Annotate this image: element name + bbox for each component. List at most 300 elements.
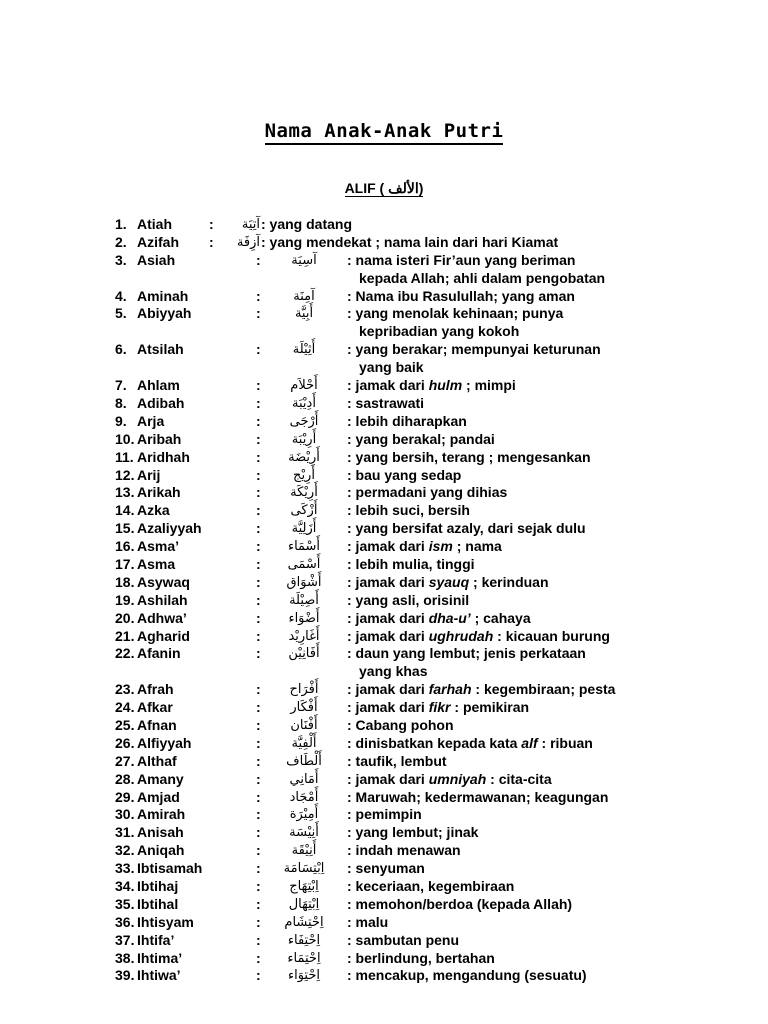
entry-name: Ibtihal bbox=[137, 895, 179, 912]
entry-name: Althaf bbox=[137, 752, 177, 769]
list-item bbox=[0, 878, 768, 896]
entry-meaning bbox=[347, 574, 652, 592]
list-item bbox=[0, 305, 768, 341]
entry-meaning-after: : kegembiraan; pesta bbox=[471, 681, 616, 698]
entry-meaning bbox=[347, 288, 652, 306]
entry-meaning bbox=[261, 216, 661, 234]
entry-meaning bbox=[347, 610, 652, 628]
list-item bbox=[0, 681, 768, 699]
list-item bbox=[0, 341, 768, 377]
entry-meaning-italic: fikr bbox=[428, 699, 451, 716]
entry-arabic: أَثِيْلَة bbox=[292, 342, 316, 358]
entry-meaning bbox=[347, 699, 652, 717]
entry-number: 29. bbox=[115, 788, 135, 805]
entry-name: Azifah bbox=[137, 233, 179, 250]
entry-number: 24. bbox=[115, 699, 135, 716]
entry-arabic: آسِيَة bbox=[291, 252, 317, 268]
entry-name: Atsilah bbox=[137, 341, 184, 358]
entry-name: Ashilah bbox=[137, 591, 188, 608]
entry-meaning-text: : Nama ibu Rasulullah; yang aman bbox=[347, 287, 575, 304]
entry-name: Arikah bbox=[137, 484, 181, 501]
list-item bbox=[0, 538, 768, 556]
entry-meaning-text: : taufik, lembut bbox=[347, 752, 447, 769]
entry-number: 23. bbox=[115, 681, 135, 698]
page-title bbox=[0, 120, 768, 142]
entry-meaning bbox=[347, 645, 652, 681]
entry-meaning-italic: ughrudah bbox=[428, 627, 494, 644]
entry-meaning bbox=[347, 896, 652, 914]
entry-colon: : bbox=[256, 788, 261, 805]
entry-meaning-italic: ism bbox=[428, 538, 453, 555]
entry-colon: : bbox=[256, 287, 261, 304]
entry-meaning-italic: dha-u’ bbox=[428, 609, 471, 626]
entry-meaning-text: : dinisbatkan kepada kata bbox=[347, 734, 522, 751]
entry-name: Adibah bbox=[137, 394, 185, 411]
entry-number: 14. bbox=[115, 502, 135, 519]
entry-name: Ahlam bbox=[137, 377, 180, 394]
entry-number: 38. bbox=[115, 949, 135, 966]
entry-name: Amany bbox=[137, 770, 184, 787]
entry-number: 39. bbox=[115, 967, 135, 984]
entry-meaning-text: : yang mendekat ; nama lain dari hari Kiamat bbox=[261, 233, 559, 250]
entry-meaning-text: : pemimpin bbox=[347, 806, 422, 823]
entry-arabic: أَرِيْضَة bbox=[288, 449, 320, 465]
entry-arabic: آتِيَة bbox=[241, 217, 260, 232]
entry-number: 6. bbox=[115, 341, 127, 358]
entry-meaning-text: : jamak dari bbox=[347, 573, 429, 590]
list-item bbox=[0, 932, 768, 950]
entry-name: Arja bbox=[137, 412, 165, 429]
entry-number: 26. bbox=[115, 734, 135, 751]
entry-meaning-italic: alf bbox=[521, 734, 538, 751]
entry-name: Atiah bbox=[137, 216, 172, 232]
entry-colon: : bbox=[256, 913, 261, 930]
entry-number: 18. bbox=[115, 573, 135, 590]
entry-number: 32. bbox=[115, 842, 135, 859]
entry-name: Asma’ bbox=[137, 538, 180, 555]
entry-name: Anisah bbox=[137, 824, 184, 841]
entry-number: 28. bbox=[115, 770, 135, 787]
list-item bbox=[0, 914, 768, 932]
entry-arabic: أَمِيْرَة bbox=[289, 807, 319, 823]
entry-number: 3. bbox=[115, 251, 127, 268]
entry-meaning-text: : permadani yang dihias bbox=[347, 484, 508, 501]
entry-name: Ibtihaj bbox=[137, 878, 179, 895]
entry-colon: : bbox=[256, 806, 261, 823]
entry-meaning-text: : mencakup, mengandung (sesuatu) bbox=[347, 967, 587, 984]
entry-number: 8. bbox=[115, 394, 127, 411]
entry-colon: : bbox=[256, 466, 261, 483]
entry-arabic: اِحْتِمَاء bbox=[287, 950, 321, 966]
entry-colon: : bbox=[256, 878, 261, 895]
entry-meaning-text: : jamak dari bbox=[347, 681, 429, 698]
entry-colon: : bbox=[256, 251, 261, 268]
entry-meaning bbox=[347, 717, 652, 735]
entry-meaning-text: : daun yang lembut; jenis perkataan bbox=[347, 645, 586, 662]
entry-colon: : bbox=[256, 895, 261, 912]
entry-name: Ihtisyam bbox=[137, 913, 194, 930]
list-item bbox=[0, 645, 768, 681]
entry-meaning bbox=[347, 484, 652, 502]
list-item bbox=[0, 628, 768, 646]
entry-colon: : bbox=[256, 734, 261, 751]
entry-meaning-italic: syauq bbox=[428, 573, 470, 590]
entry-name: Azaliyyah bbox=[137, 520, 202, 537]
entry-colon: : bbox=[256, 627, 261, 644]
entry-arabic: اِبْتِهَاج bbox=[289, 879, 319, 895]
entry-name: Arij bbox=[137, 466, 161, 483]
list-item bbox=[0, 574, 768, 592]
entry-meaning bbox=[347, 806, 652, 824]
list-item bbox=[0, 735, 768, 753]
list-item bbox=[0, 413, 768, 431]
entry-number: 2. bbox=[115, 233, 127, 250]
list-item bbox=[0, 592, 768, 610]
entry-colon: : bbox=[256, 967, 261, 984]
entry-meaning bbox=[347, 502, 652, 520]
entry-arabic: أَنِيْسَة bbox=[289, 825, 319, 841]
entry-meaning-text: : yang berakar; mempunyai keturunan bbox=[347, 341, 601, 358]
entry-meaning bbox=[347, 735, 652, 753]
entry-name: Abiyyah bbox=[137, 305, 192, 322]
entry-arabic: أَفْرَاح bbox=[289, 682, 319, 698]
entry-name: Afanin bbox=[137, 645, 181, 662]
entry-colon: : bbox=[256, 681, 261, 698]
entry-colon: : bbox=[256, 842, 261, 859]
entry-name: Asywaq bbox=[137, 573, 190, 590]
entry-number: 12. bbox=[115, 466, 135, 483]
entry-meaning-text: : memohon/berdoa (kepada Allah) bbox=[347, 895, 573, 912]
entry-meaning bbox=[347, 842, 652, 860]
entry-arabic: أَلْفِيَّة bbox=[291, 735, 317, 751]
entry-arabic: آمِنَة bbox=[293, 288, 315, 304]
entry-name: Asma bbox=[137, 555, 176, 572]
entry-number: 35. bbox=[115, 895, 135, 912]
entry-meaning-italic: umniyah bbox=[428, 770, 487, 787]
entry-name: Azka bbox=[137, 502, 170, 519]
entry-arabic: أَزْكَى bbox=[290, 503, 318, 519]
entry-colon: : bbox=[209, 216, 214, 232]
entry-meaning bbox=[347, 932, 652, 950]
section-heading-text: ALIF ( الألف) bbox=[344, 180, 424, 196]
entry-meaning-text: : yang berakal; pandai bbox=[347, 430, 495, 447]
entry-meaning-continuation: yang khas bbox=[359, 663, 428, 680]
entry-meaning-text: : jamak dari bbox=[347, 699, 429, 716]
entry-colon: : bbox=[256, 699, 261, 716]
entry-colon: : bbox=[256, 949, 261, 966]
entry-meaning-after: : kicauan burung bbox=[493, 627, 610, 644]
list-item bbox=[0, 377, 768, 395]
entry-colon: : bbox=[209, 233, 214, 250]
names-list bbox=[0, 216, 768, 985]
entry-colon: : bbox=[256, 484, 261, 501]
entry-meaning-after: ; kerinduan bbox=[469, 573, 549, 590]
entry-arabic: أَلْطَاف bbox=[286, 753, 322, 769]
entry-arabic: أَرِيْج bbox=[293, 467, 315, 483]
entry-meaning-text: : berlindung, bertahan bbox=[347, 949, 495, 966]
list-item bbox=[0, 395, 768, 413]
entry-colon: : bbox=[256, 645, 261, 662]
entry-meaning-text: : malu bbox=[347, 913, 389, 930]
entry-meaning bbox=[347, 878, 652, 896]
entry-meaning bbox=[347, 538, 652, 556]
list-item bbox=[0, 234, 768, 252]
entry-arabic: أَفْكَار bbox=[290, 700, 318, 716]
entry-colon: : bbox=[256, 412, 261, 429]
entry-number: 16. bbox=[115, 538, 135, 555]
entry-meaning bbox=[347, 413, 652, 431]
entry-meaning bbox=[347, 431, 652, 449]
entry-number: 34. bbox=[115, 878, 135, 895]
entry-meaning-text: : keceriaan, kegembiraan bbox=[347, 878, 515, 895]
entry-arabic: اِحْتِوَاء bbox=[287, 968, 320, 984]
entry-arabic: أَفَانِيْن bbox=[288, 646, 320, 662]
entry-colon: : bbox=[256, 538, 261, 555]
entry-meaning-text: : lebih suci, bersih bbox=[347, 502, 470, 519]
entry-name: Amjad bbox=[137, 788, 180, 805]
entry-meaning-text: : senyuman bbox=[347, 860, 425, 877]
entry-meaning-continuation: kepribadian yang kokoh bbox=[359, 323, 520, 340]
entry-arabic: اِحْتِشَام bbox=[284, 914, 324, 930]
list-item bbox=[0, 896, 768, 914]
entry-number: 19. bbox=[115, 591, 135, 608]
entry-colon: : bbox=[256, 931, 261, 948]
section-heading bbox=[0, 180, 768, 197]
entry-arabic: أَصِيْلَة bbox=[289, 592, 319, 608]
entry-colon: : bbox=[256, 609, 261, 626]
entry-meaning-text: : yang bersih, terang ; mengesankan bbox=[347, 448, 591, 465]
entry-number: 30. bbox=[115, 806, 135, 823]
entry-meaning bbox=[347, 395, 652, 413]
entry-name: Ihtima’ bbox=[137, 949, 183, 966]
list-item bbox=[0, 556, 768, 574]
entry-arabic: أَشْوَاق bbox=[286, 574, 322, 590]
list-item bbox=[0, 717, 768, 735]
entry-colon: : bbox=[256, 430, 261, 447]
entry-number: 37. bbox=[115, 931, 135, 948]
entry-colon: : bbox=[256, 555, 261, 572]
entry-meaning-text: : lebih mulia, tinggi bbox=[347, 555, 475, 572]
entry-meaning bbox=[347, 341, 652, 377]
entry-meaning bbox=[347, 467, 652, 485]
entry-name: Amirah bbox=[137, 806, 186, 823]
entry-colon: : bbox=[256, 717, 261, 733]
entry-meaning-after: ; mimpi bbox=[462, 377, 516, 394]
list-item bbox=[0, 860, 768, 878]
entry-number: 11. bbox=[115, 448, 134, 465]
entry-meaning bbox=[347, 753, 652, 771]
list-item bbox=[0, 842, 768, 860]
entry-arabic: أَرِيْبَة bbox=[291, 431, 317, 447]
entry-number: 13. bbox=[115, 484, 135, 501]
entry-colon: : bbox=[256, 591, 261, 608]
list-item bbox=[0, 806, 768, 824]
entry-meaning-text: : jamak dari bbox=[347, 770, 429, 787]
entry-meaning bbox=[261, 234, 661, 252]
entry-number: 10. bbox=[115, 430, 135, 447]
entry-meaning-text: : Maruwah; kedermawanan; keagungan bbox=[347, 788, 609, 805]
list-item bbox=[0, 789, 768, 807]
entry-number: 33. bbox=[115, 860, 135, 877]
list-item bbox=[0, 288, 768, 306]
entry-meaning bbox=[347, 628, 652, 646]
entry-meaning-text: : bau yang sedap bbox=[347, 466, 462, 483]
entry-name: Afnan bbox=[137, 717, 177, 733]
entry-name: Aniqah bbox=[137, 842, 185, 859]
entry-arabic: أَمْجَاد bbox=[289, 789, 319, 805]
entry-arabic: أَفْنَان bbox=[290, 718, 318, 733]
entry-number: 36. bbox=[115, 913, 135, 930]
entry-meaning-after: : cita-cita bbox=[486, 770, 552, 787]
entry-arabic: أَحْلاَم bbox=[290, 378, 318, 394]
entry-colon: : bbox=[256, 394, 261, 411]
entry-arabic: أَضْوَاء bbox=[288, 610, 320, 626]
entry-arabic: آزِفَة bbox=[236, 234, 260, 250]
entry-name: Alfiyyah bbox=[137, 734, 192, 751]
list-item bbox=[0, 502, 768, 520]
entry-meaning bbox=[347, 449, 652, 467]
entry-arabic: أَنِيْقَة bbox=[291, 843, 317, 859]
entry-meaning-text: : sambutan penu bbox=[347, 931, 460, 948]
entry-meaning bbox=[347, 771, 652, 789]
entry-meaning-text: : yang datang bbox=[261, 216, 353, 232]
entry-arabic: أَزَلِيَّة bbox=[291, 521, 317, 537]
entry-number: 9. bbox=[115, 412, 127, 429]
entry-colon: : bbox=[256, 824, 261, 841]
list-item bbox=[0, 484, 768, 502]
entry-colon: : bbox=[256, 520, 261, 537]
entry-meaning-text: : yang lembut; jinak bbox=[347, 824, 479, 841]
entry-meaning-after: ; nama bbox=[452, 538, 502, 555]
entry-name: Afrah bbox=[137, 681, 174, 698]
entry-name: Adhwa’ bbox=[137, 609, 187, 626]
entry-meaning bbox=[347, 860, 652, 878]
entry-colon: : bbox=[256, 860, 261, 877]
entry-meaning-text: : nama isteri Fir’aun yang beriman bbox=[347, 251, 576, 268]
entry-number: 25. bbox=[115, 717, 135, 733]
entry-arabic: أَرْجَى bbox=[289, 413, 319, 429]
entry-meaning bbox=[347, 252, 652, 288]
entry-arabic: أَرِيْكَة bbox=[290, 485, 318, 501]
list-item bbox=[0, 950, 768, 968]
entry-arabic: أَبِيَّة bbox=[294, 306, 314, 322]
entry-meaning-text: : jamak dari bbox=[347, 538, 429, 555]
entry-meaning-text: : yang menolak kehinaan; punya bbox=[347, 305, 564, 322]
entry-colon: : bbox=[256, 448, 261, 465]
entry-meaning-continuation: kepada Allah; ahli dalam pengobatan bbox=[359, 269, 606, 286]
entry-colon: : bbox=[256, 341, 261, 358]
entry-colon: : bbox=[256, 573, 261, 590]
list-item bbox=[0, 252, 768, 288]
entry-meaning bbox=[347, 592, 652, 610]
entry-name: Afkar bbox=[137, 699, 173, 716]
entry-meaning bbox=[347, 305, 652, 341]
entry-colon: : bbox=[256, 377, 261, 394]
list-item bbox=[0, 753, 768, 771]
list-item bbox=[0, 699, 768, 717]
entry-meaning bbox=[347, 520, 652, 538]
entry-arabic: اِحْتِفَاء bbox=[287, 932, 321, 948]
entry-meaning-text: : Cabang pohon bbox=[347, 717, 454, 733]
entry-number: 17. bbox=[115, 555, 135, 572]
entry-arabic: اِبْتِهَال bbox=[288, 896, 320, 912]
list-item bbox=[0, 771, 768, 789]
entry-meaning-after: : ribuan bbox=[537, 734, 593, 751]
entry-name: Aribah bbox=[137, 430, 182, 447]
entry-name: Ihtiwa’ bbox=[137, 967, 181, 984]
entry-number: 4. bbox=[115, 287, 127, 304]
entry-meaning bbox=[347, 377, 652, 395]
list-item bbox=[0, 824, 768, 842]
entry-meaning bbox=[347, 681, 652, 699]
entry-meaning-text: : jamak dari bbox=[347, 627, 429, 644]
entry-number: 27. bbox=[115, 752, 135, 769]
entry-number: 1. bbox=[115, 216, 127, 232]
entry-meaning-text: : indah menawan bbox=[347, 842, 461, 859]
entry-arabic: اِبْتِسَامَة bbox=[283, 861, 325, 877]
entry-meaning bbox=[347, 789, 652, 807]
entry-name: Aminah bbox=[137, 287, 189, 304]
entry-number: 31. bbox=[115, 824, 135, 841]
entry-meaning-text: : yang bersifat azaly, dari sejak dulu bbox=[347, 520, 586, 537]
entry-number: 20. bbox=[115, 609, 135, 626]
entry-meaning-text: : jamak dari bbox=[347, 609, 429, 626]
entry-colon: : bbox=[256, 305, 261, 322]
entry-meaning bbox=[347, 914, 652, 932]
entry-arabic: أَدِيْبَة bbox=[292, 395, 316, 411]
entry-arabic: أَسْمَاء bbox=[287, 539, 321, 555]
list-item bbox=[0, 449, 768, 467]
entry-meaning bbox=[347, 950, 652, 968]
entry-number: 7. bbox=[115, 377, 127, 394]
entry-number: 15. bbox=[115, 520, 135, 537]
entry-meaning-continuation: yang baik bbox=[359, 359, 424, 376]
list-item bbox=[0, 216, 768, 234]
page-title-text: Nama Anak-Anak Putri bbox=[265, 120, 504, 145]
entry-name: Ibtisamah bbox=[137, 860, 203, 877]
entry-name: Aridhah bbox=[137, 448, 190, 465]
entry-meaning-text: : jamak dari bbox=[347, 377, 429, 394]
entry-meaning-italic: farhah bbox=[428, 681, 472, 698]
entry-arabic: أَمَانِي bbox=[289, 771, 319, 787]
entry-meaning bbox=[347, 967, 652, 985]
entry-meaning bbox=[347, 556, 652, 574]
list-item bbox=[0, 520, 768, 538]
entry-colon: : bbox=[256, 502, 261, 519]
entry-colon: : bbox=[256, 752, 261, 769]
entry-colon: : bbox=[256, 770, 261, 787]
list-item bbox=[0, 610, 768, 628]
list-item bbox=[0, 467, 768, 485]
entry-name: Asiah bbox=[137, 251, 176, 268]
entry-number: 5. bbox=[115, 305, 127, 322]
entry-meaning-text: : yang asli, orisinil bbox=[347, 591, 470, 608]
entry-name: Ihtifa’ bbox=[137, 931, 175, 948]
entry-arabic: أَغَارِيْد bbox=[288, 628, 320, 644]
entry-name: Agharid bbox=[137, 627, 190, 644]
entry-meaning-italic: hulm bbox=[428, 377, 463, 394]
entry-arabic: أَسْمَى bbox=[287, 556, 321, 572]
list-item bbox=[0, 967, 768, 985]
entry-meaning bbox=[347, 824, 652, 842]
list-item bbox=[0, 431, 768, 449]
entry-meaning-after: ; cahaya bbox=[470, 609, 531, 626]
entry-number: 21. bbox=[115, 627, 135, 644]
entry-meaning-text: : sastrawati bbox=[347, 394, 425, 411]
entry-meaning-after: : pemikiran bbox=[450, 699, 530, 716]
entry-number: 22. bbox=[115, 645, 135, 662]
entry-meaning-text: : lebih diharapkan bbox=[347, 412, 467, 429]
